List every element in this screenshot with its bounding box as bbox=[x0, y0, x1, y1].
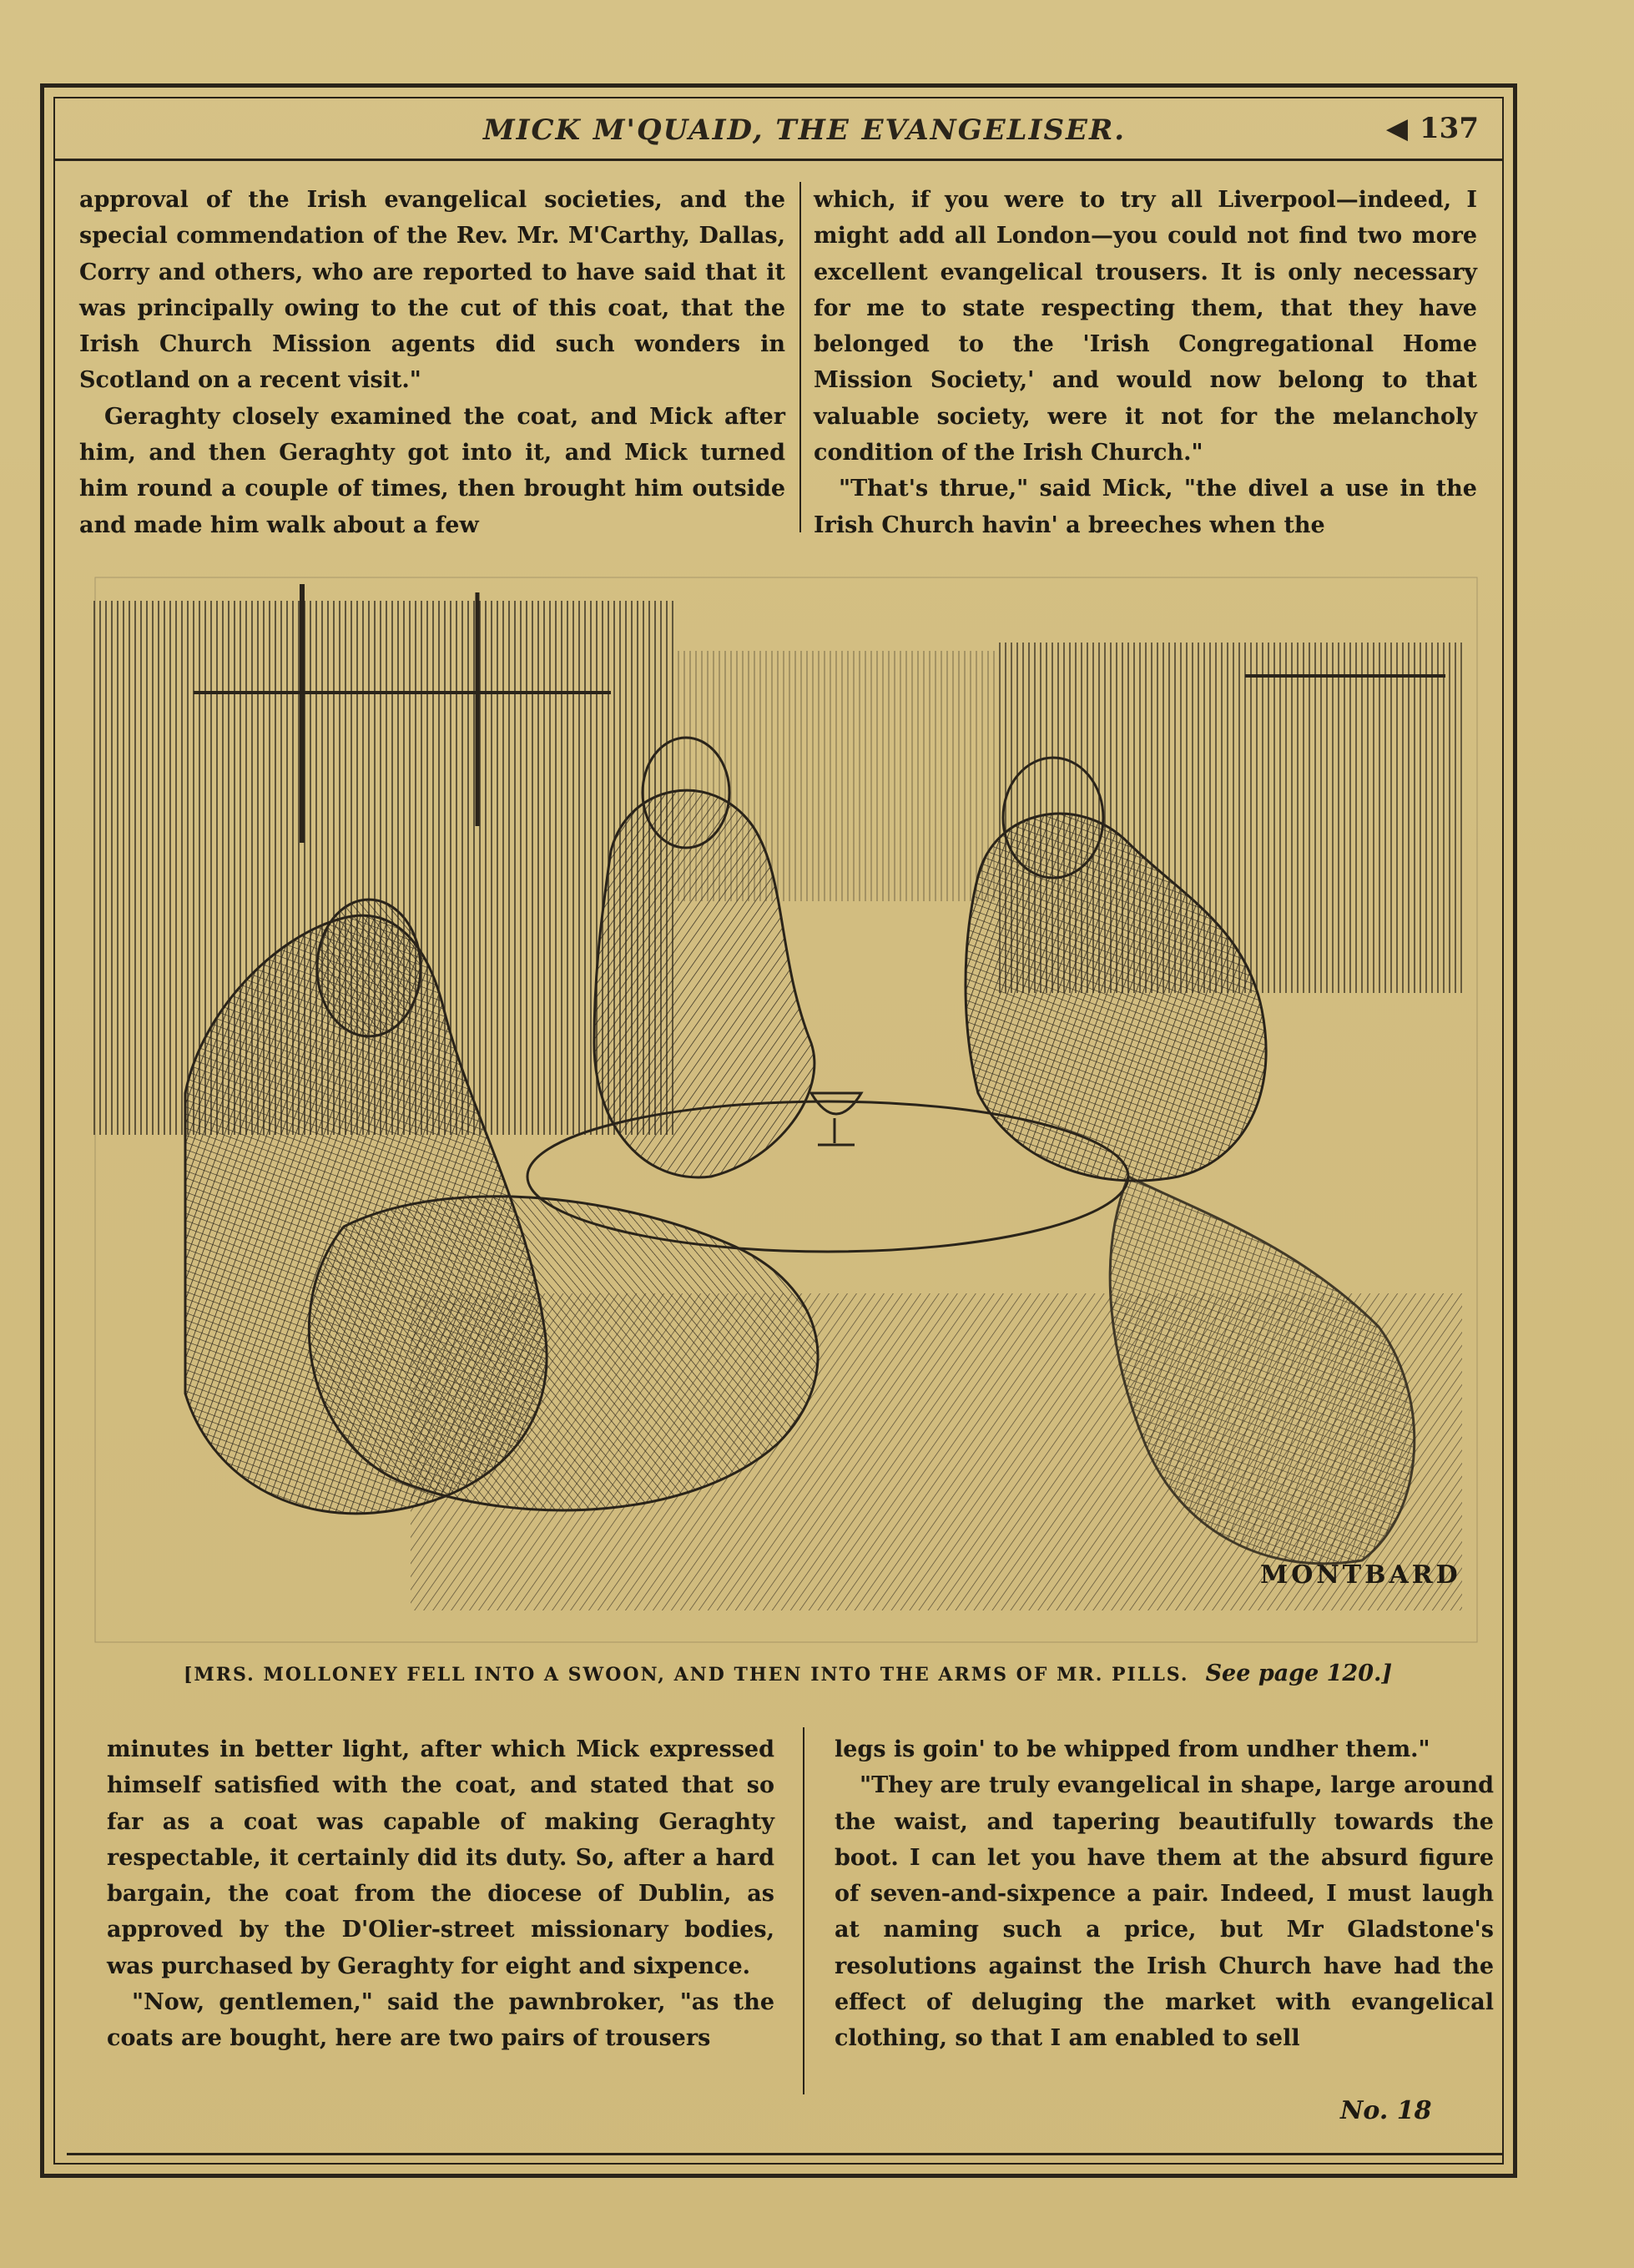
column-divider bbox=[799, 182, 801, 532]
paragraph: "Now, gentlemen," said the pawnbroker, "as the coats are bought, here are two pairs of trousers bbox=[107, 1989, 774, 2052]
paragraph: minutes in better light, after which Mick expressed himself satisfied with the coat, and stated that so far as a coat was capable of making Geraghty respectable, it certainly did its duty. So, after a hard bargain, the coat from the diocese of Dublin, as approved by the D'Olier-street missionary bodies, was purchased by Geraghty for eight and sixpence. bbox=[107, 1736, 774, 1979]
paragraph: which, if you were to try all Liverpool—indeed, I might add all London—you could not find two more excellent evangelical trousers. It is only necessary for me to state respecting them, that they have belonged to the 'Irish Congregational Home Mission Society,' and would now belong to that valuable society, were it not for the melancholy condition of the Irish Church." bbox=[814, 187, 1477, 466]
header-rule bbox=[53, 159, 1504, 161]
paragraph: approval of the Irish evangelical societies, and the special commendation of the Rev. Mr. M'Carthy, Dallas, Corry and others, who are reported to have said that it was principally owing to the cut of this coat, that the Irish Church Mission agents did such wonders in Scotland on a recent visit." bbox=[79, 187, 785, 394]
column-divider bbox=[803, 1727, 804, 2094]
bottom-left-column bbox=[107, 1731, 774, 2057]
signature-mark: No. 18 bbox=[1340, 2096, 1432, 2125]
running-title: MICK M'QUAID, THE EVANGELISER. bbox=[482, 113, 1127, 147]
illustration-caption bbox=[184, 1661, 1419, 1686]
bottom-rule bbox=[67, 2153, 1502, 2155]
fainting-woman-head bbox=[317, 900, 421, 1036]
artist-signature: MONTBARD bbox=[1260, 1560, 1461, 1590]
caption-text: [MRS. MOLLONEY FELL INTO A SWOON, AND THEN INTO THE ARMS OF MR. PILLS. bbox=[184, 1664, 1189, 1686]
page-number-value: 137 bbox=[1420, 112, 1479, 145]
top-left-column bbox=[79, 182, 785, 543]
top-right-column bbox=[814, 182, 1477, 543]
page-number bbox=[1386, 112, 1479, 145]
caption-reference: See page 120.] bbox=[1205, 1661, 1393, 1686]
paragraph: Geraghty closely examined the coat, and Mick after him, and then Geraghty got into it, and Mick turned him round a couple of times, then brought him outside and made him walk about a few bbox=[79, 403, 785, 538]
pointer-mark-icon: ◀ bbox=[1385, 112, 1409, 145]
bottom-right-column bbox=[835, 1731, 1494, 2057]
paragraph: "That's thrue," said Mick, "the divel a use in the Irish Church havin' a breeches when the bbox=[814, 476, 1477, 538]
paragraph: "They are truly evangelical in shape, large around the waist, and tapering beautifully towards the boot. I can let you have them at the absurd figure of seven-and-sixpence a pair. Indeed, I must laugh at naming such a price, but Mr Gladstone's resolutions against the Irish Church have had the effect of deluging the market with evangelical clothing, so that I am enabled to sell bbox=[835, 1772, 1494, 2052]
engraving-illustration bbox=[93, 576, 1479, 1644]
page-header bbox=[53, 107, 1504, 157]
paragraph: legs is goin' to be whipped from undher them." bbox=[835, 1736, 1430, 1762]
man-in-foreground bbox=[309, 1197, 818, 1510]
